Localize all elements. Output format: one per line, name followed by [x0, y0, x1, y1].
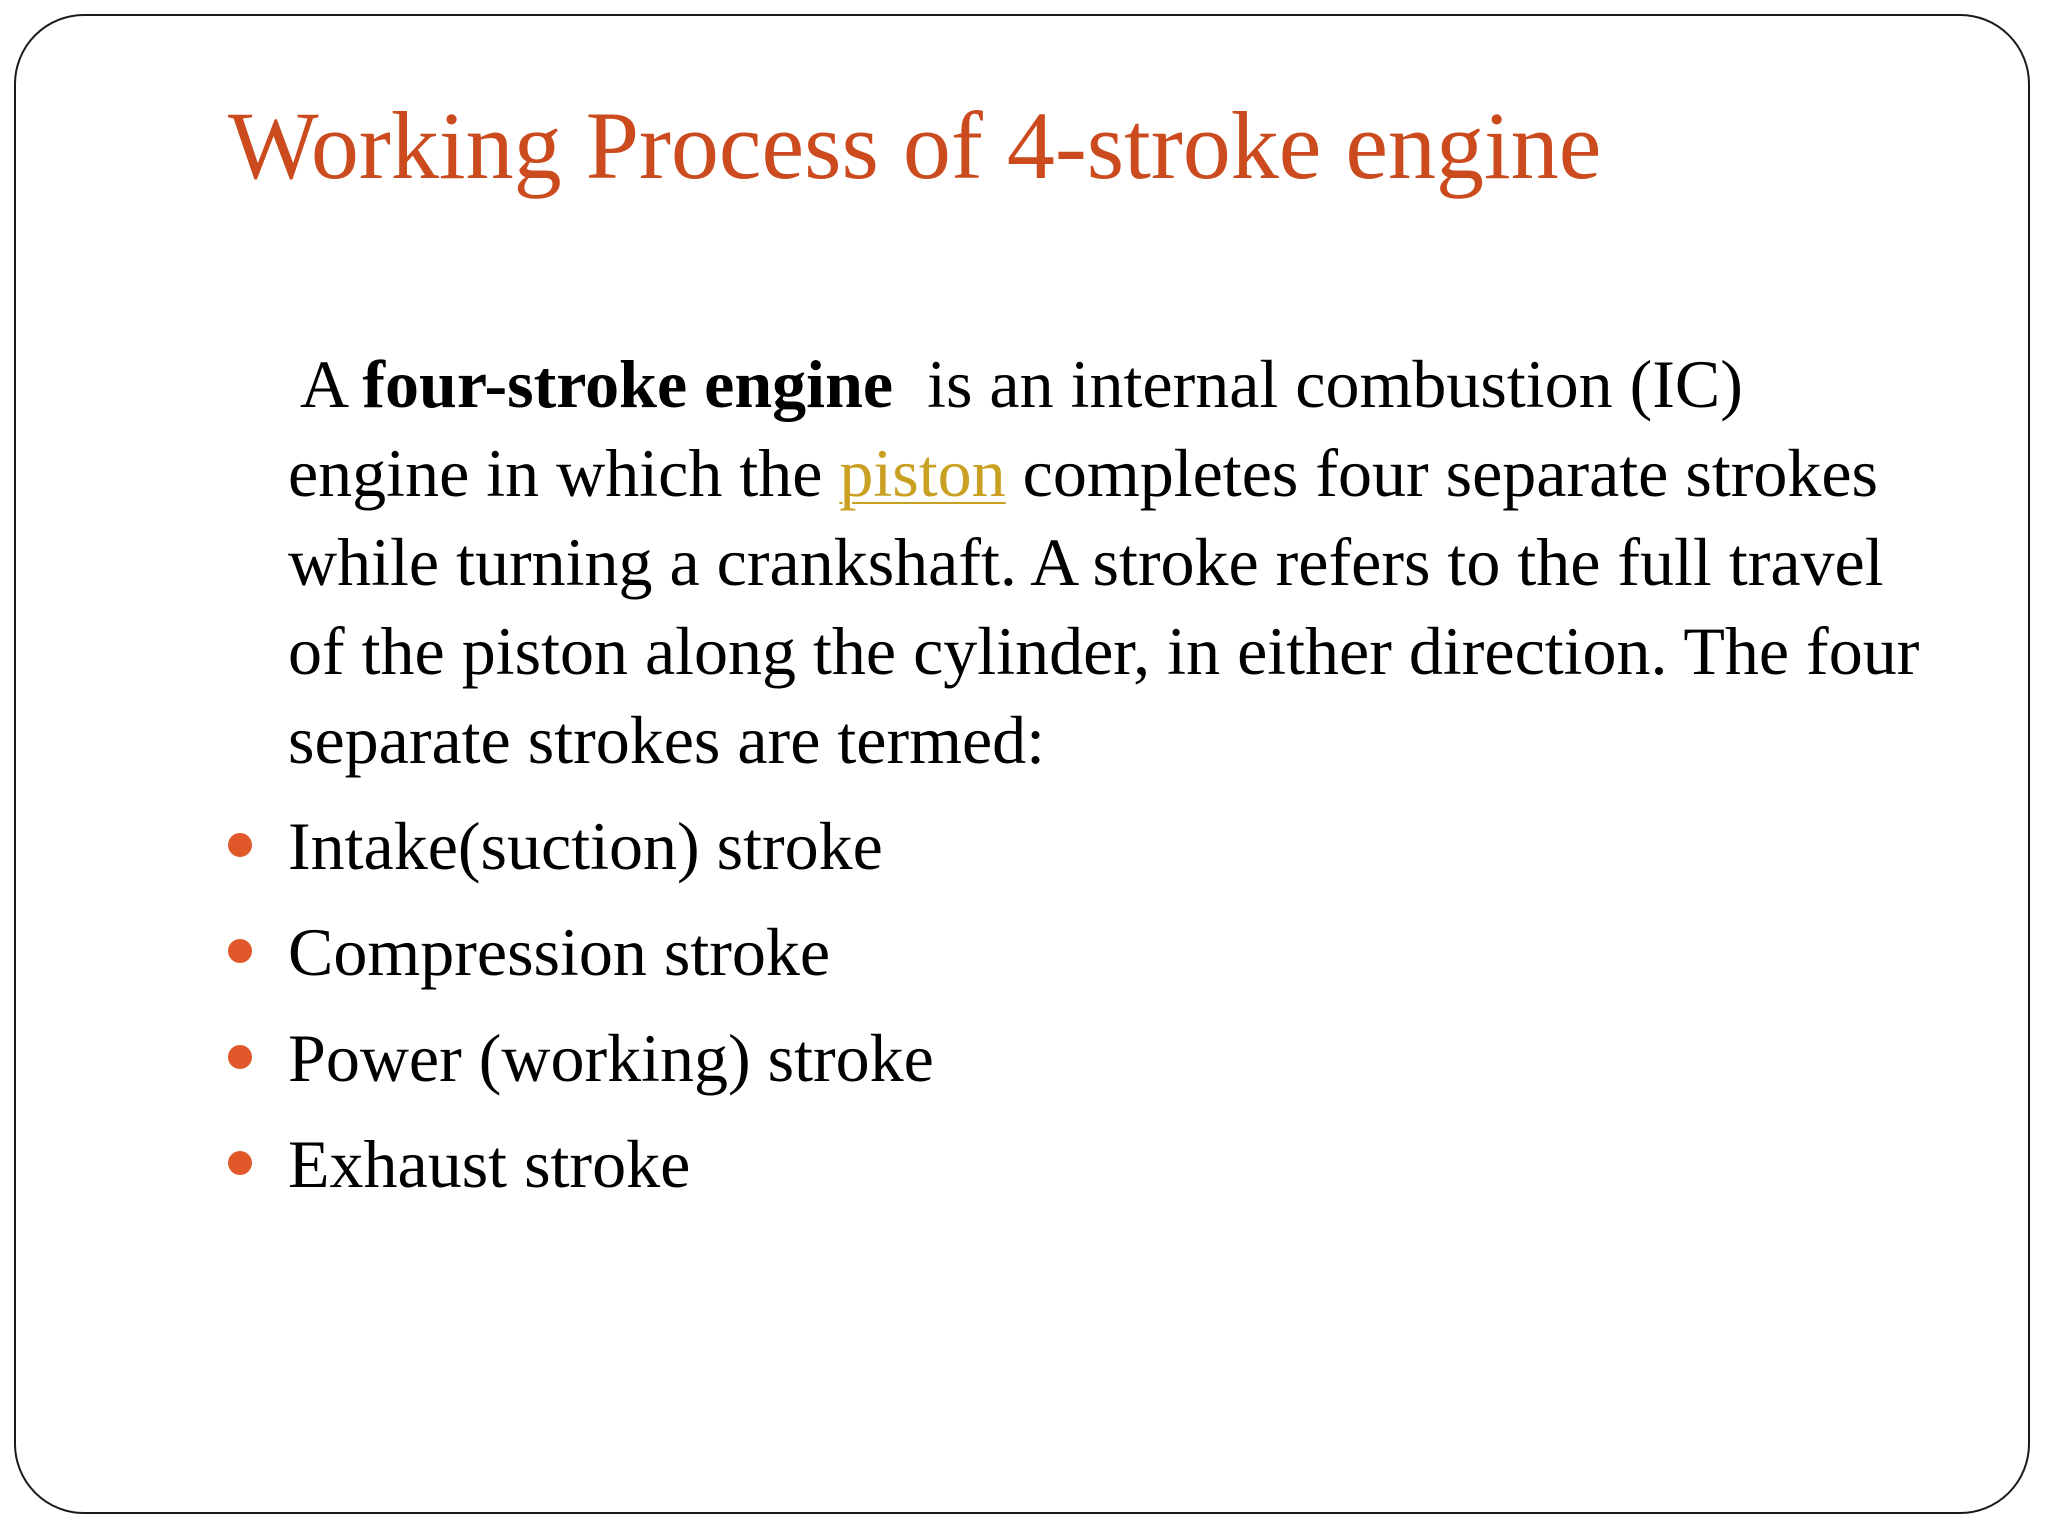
- bullet-dot-icon: [228, 1045, 252, 1069]
- intro-prefix: A: [300, 346, 363, 422]
- intro-paragraph: [288, 340, 1928, 785]
- list-item-label: Compression stroke: [288, 914, 831, 990]
- intro-rest: completes four separate strokes while turning a crankshaft. A stroke refers to the full travel of the piston along the cylinder, in either direction. The four separate strokes are termed:: [288, 435, 1920, 778]
- list-item-label: Power (working) stroke: [288, 1020, 934, 1096]
- bullet-dot-icon: [228, 1151, 252, 1175]
- list-item-label: Exhaust stroke: [288, 1126, 691, 1202]
- piston-link[interactable]: piston: [839, 435, 1006, 511]
- slide-title: Working Process of 4-stroke engine: [228, 92, 1602, 199]
- list-item-label: Intake(suction) stroke: [288, 808, 883, 884]
- bullet-dot-icon: [228, 939, 252, 963]
- bold-term: four-stroke engine: [362, 346, 894, 422]
- intro-after-bold: is an internal combustion (IC) engine in which the: [288, 346, 1760, 511]
- bullet-dot-icon: [228, 833, 252, 857]
